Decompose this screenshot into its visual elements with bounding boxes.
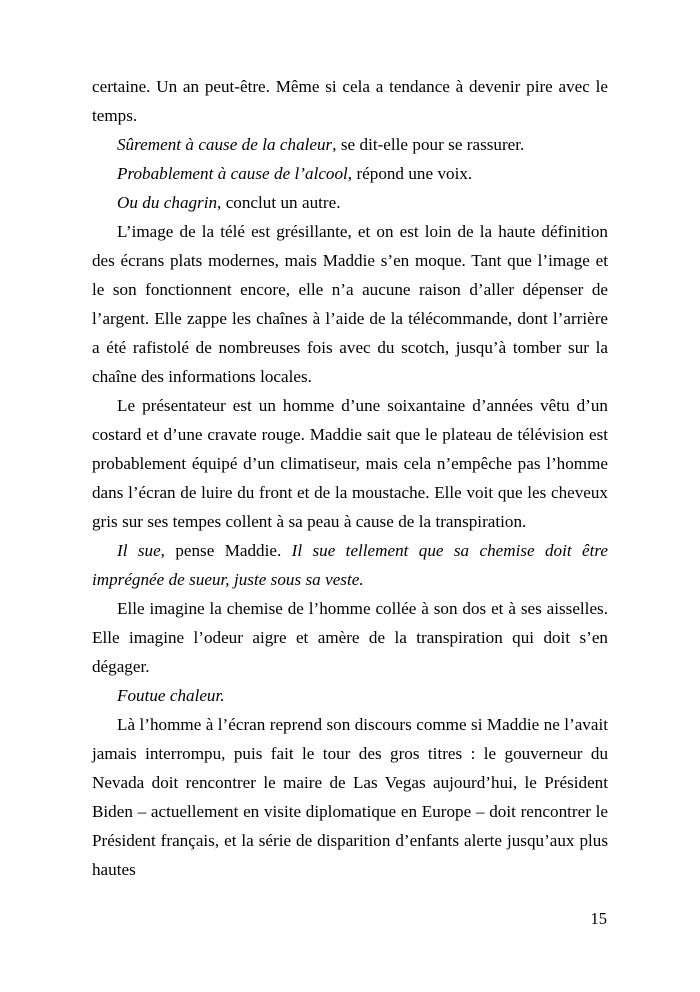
roman-run: L’image de la télé est grésillante, et on est loin de la haute définition des écrans plats modernes, mais Maddie s’en moque. Tant que l’image et le son fonctionnent encore, elle n’a aucune raison d’aller dépenser de l’argent. Elle zappe les chaînes à l’aide de la télécommande, dont l’arrière a été rafistolé de nombreuses fois avec du scotch, jusqu’à tomber sur la chaîne des informations locales. bbox=[92, 222, 608, 386]
paragraph bbox=[92, 188, 608, 217]
italic-run: Foutue chaleur. bbox=[117, 686, 225, 705]
paragraph bbox=[92, 217, 608, 391]
paragraph bbox=[92, 681, 608, 710]
italic-run: Probablement à cause de l’alcool bbox=[117, 164, 348, 183]
paragraph bbox=[92, 536, 608, 594]
roman-run: Le présentateur est un homme d’une soixantaine d’années vêtu d’un costard et d’une cravate rouge. Maddie sait que le plateau de télévision est probablement équipé d’un climatiseur, mais cela n’empêche pas l’homme dans l’écran de luire du front et de la moustache. Elle voit que les cheveux gris sur ses tempes collent à sa peau à cause de la transpiration. bbox=[92, 396, 608, 531]
roman-run: , se dit-elle pour se rassurer. bbox=[332, 135, 525, 154]
paragraph bbox=[92, 72, 608, 130]
italic-run: Il sue tellement que sa chemise doit être imprégnée de sueur, juste sous sa veste. bbox=[92, 541, 608, 589]
paragraph bbox=[92, 710, 608, 884]
body-text-column bbox=[92, 72, 608, 884]
roman-run: , conclut un autre. bbox=[217, 193, 341, 212]
paragraph bbox=[92, 130, 608, 159]
page-number: 15 bbox=[590, 909, 607, 928]
paragraph bbox=[92, 159, 608, 188]
italic-run: Ou du chagrin bbox=[117, 193, 218, 212]
paragraph bbox=[92, 594, 608, 681]
roman-run: Là l’homme à l’écran reprend son discours comme si Maddie ne l’avait jamais interrompu, puis fait le tour des gros titres : le gouverneur du Nevada doit rencontrer le maire de Las Vegas aujourd’hui, le Président Biden – actuellement en visite diplomatique en Europe – doit rencontrer le Président français, et la série de disparition d’enfants alerte jusqu’aux plus hautes bbox=[92, 715, 608, 879]
roman-run: , pense Maddie. bbox=[160, 541, 292, 560]
paragraph bbox=[92, 391, 608, 536]
italic-run: Il sue bbox=[117, 541, 161, 560]
roman-run: , répond une voix. bbox=[347, 164, 473, 183]
italic-run: Sûrement à cause de la chaleur bbox=[117, 135, 333, 154]
roman-run: certaine. Un an peut-être. Même si cela a tendance à devenir pire avec le temps. bbox=[92, 77, 608, 125]
roman-run: Elle imagine la chemise de l’homme collée à son dos et à ses aisselles. Elle imagine l’odeur aigre et amère de la transpiration qui doit s’en dégager. bbox=[92, 599, 608, 676]
